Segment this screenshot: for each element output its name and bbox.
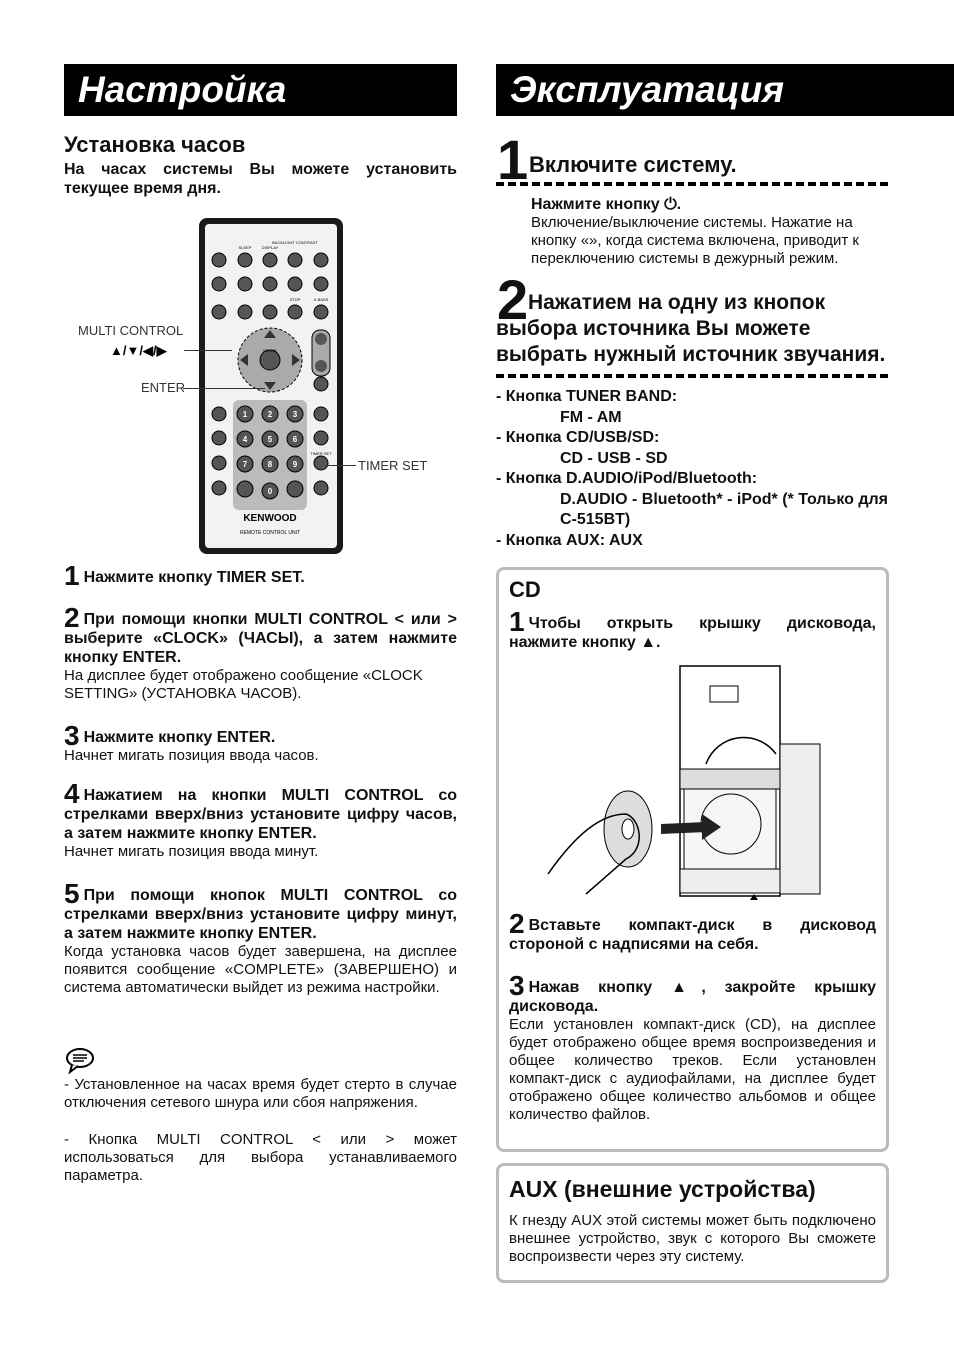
callout-line-multi [184,350,232,351]
cd-step-1 [509,606,876,652]
remote-unit-label: REMOTE CONTROL UNIT [239,530,301,536]
callout-line-timer [326,465,356,466]
step-number: 3 [509,970,525,1001]
step-number: 4 [64,778,80,809]
left-step-4 [64,778,457,861]
cd-step-3 [509,970,876,1124]
right-step1-body: Нажмите кнопку ⏻. Включение/выключение системы. Нажатие на кнопку «», когда система включена, приводит к переключению системы в дежурный режим. [531,196,889,268]
remote-label-enter: ENTER [263,348,277,353]
power-icon: ⏻ [664,196,677,213]
cd-loading-illustration [546,664,826,912]
remote-label-sleep: SLEEP [238,245,252,250]
step-note: Когда установка часов будет завершена, на дисплее появится сообщение «COMPLETE» (ЗАВЕРШЕНО) и система автоматически выйдет из режима настройки. [64,943,457,996]
step-number: 3 [64,720,80,751]
left-step-3 [64,720,457,765]
source-key: - Кнопка TUNER BAND: [496,388,678,405]
remote-label-xbass: X-BASS [313,297,329,302]
source-list [496,387,890,551]
right-banner: Эксплуатация [496,64,954,116]
remote-digit-5: 5 [267,435,273,444]
right-step2-number: 2 [497,268,529,331]
remote-digit-0: 0 [267,487,273,496]
step-text: При помощи кнопок MULTI CONTROL со стрелками вверх/вниз установите цифру минут, а затем нажмите кнопку ENTER. [64,887,457,942]
tip-2: - Кнопка MULTI CONTROL < или > может использоваться для выбора устанавливаемого параметра. [64,1131,457,1184]
step-text: Нажатием на кнопки MULTI CONTROL со стрелками вверх/вниз установите цифру часов, а затем нажмите кнопку ENTER. [64,787,457,842]
step-text: Нажмите кнопку TIMER SET. [83,569,305,586]
remote-digit-3: 3 [292,410,298,419]
step-number: 1 [509,606,525,637]
callout-multi-arrows: ▲/▼/◀/▶ [110,343,167,358]
left-step-5 [64,878,457,997]
left-step-1 [64,560,457,591]
callout-enter: ENTER [141,380,186,395]
remote-label-backlight: BACKLIGHT CONTRAST [272,240,318,245]
remote-brand: KENWOOD [243,513,297,524]
remote-label-stop: STOP [289,297,301,302]
step-text: Вставьте компакт-диск в дисковод стороной с надписями на себя. [509,917,876,953]
source-value: FM - AM [560,408,622,426]
right-step2-title: Нажатием на одну из кнопок выбора источника Вы можете выбрать нужный источник звучания. [496,291,886,366]
step-note: На дисплее будет отображено сообщение «CLOCK SETTING» (УСТАНОВКА ЧАСОВ). [64,667,423,702]
section-title-clock: Установка часов [64,132,246,157]
remote-digit-9: 9 [292,460,298,469]
step-note: Если установлен компакт-диск (CD), на дисплее будет отображено общее время воспроизведения и общее количество треков. Если установлен компакт-диск с аудиофайлами, на дисплее будет отображено общее количество альбомов и общее количество файлов. [509,1016,876,1123]
remote-digit-7: 7 [242,460,248,469]
remote-digit-1: 1 [242,410,248,419]
note-icon [64,1046,96,1079]
divider-step2 [496,374,888,378]
source-value: D.AUDIO - Bluetooth* - iPod* (* Только для C-515BT) [560,490,889,528]
remote-svg [197,216,345,556]
left-step-2 [64,602,457,703]
step-note: Начнет мигать позиция ввода минут. [64,843,319,860]
right-step1-number: 1 [497,128,529,191]
step-number: 2 [509,908,525,939]
source-key: - Кнопка CD/USB/SD: [496,429,660,446]
remote-label-timer: TIMER SET [310,451,332,456]
step-text: Нажмите кнопку ENTER. [83,729,276,746]
remote-control-illustration [197,216,345,556]
step-note: Начнет мигать позиция ввода часов. [64,747,319,764]
step-text: При помощи кнопки MULTI CONTROL < или > выберите «CLOCK» (ЧАСЫ), а затем нажмите кнопку ENTER. [64,611,457,666]
callout-timer-set: TIMER SET [358,458,428,473]
power-instruction: Нажмите кнопку [531,196,660,213]
callout-multi-control: MULTI CONTROL [78,323,184,338]
left-banner: Настройка [64,64,457,116]
cd-title: CD [509,577,541,602]
step-number: 1 [64,560,80,591]
step-text: Чтобы открыть крышку дисковода, нажмите кнопку ▲. [509,615,876,651]
cd-step-2 [509,908,876,954]
source-value: CD - USB - SD [560,449,668,467]
callout-line-enter [183,388,265,389]
step-text: Нажав кнопку ▲, закройте крышку дисковода. [509,979,876,1015]
source-key: - Кнопка AUX: AUX [496,531,643,549]
aux-text: К гнезду AUX этой системы может быть подключено внешнее устройство, звук с которого Вы сможете воспроизвести через эту систему. [509,1212,876,1265]
right-step1-title: Включите систему. [529,152,737,177]
aux-title: AUX (внешние устройства) [509,1176,816,1202]
source-key: - Кнопка D.AUDIO/iPod/Bluetooth: [496,470,758,487]
remote-digit-2: 2 [267,410,273,419]
lead-text: На часах системы Вы можете установить текущее время дня. [64,161,457,197]
divider-step1 [496,182,888,186]
remote-label-display: DISPLAY [261,245,279,250]
power-description: Включение/выключение системы. Нажатие на кнопку «», когда система включена, приводит к переключению системы в дежурный режим. [531,214,859,267]
step-number: 2 [64,602,80,633]
tip-1: - Установленное на часах время будет стерто в случае отключения сетевого шнура или сбоя напряжения. [64,1076,457,1111]
remote-digit-8: 8 [267,460,273,469]
remote-digit-4: 4 [242,435,248,444]
remote-digit-6: 6 [292,435,298,444]
step-number: 5 [64,878,80,909]
